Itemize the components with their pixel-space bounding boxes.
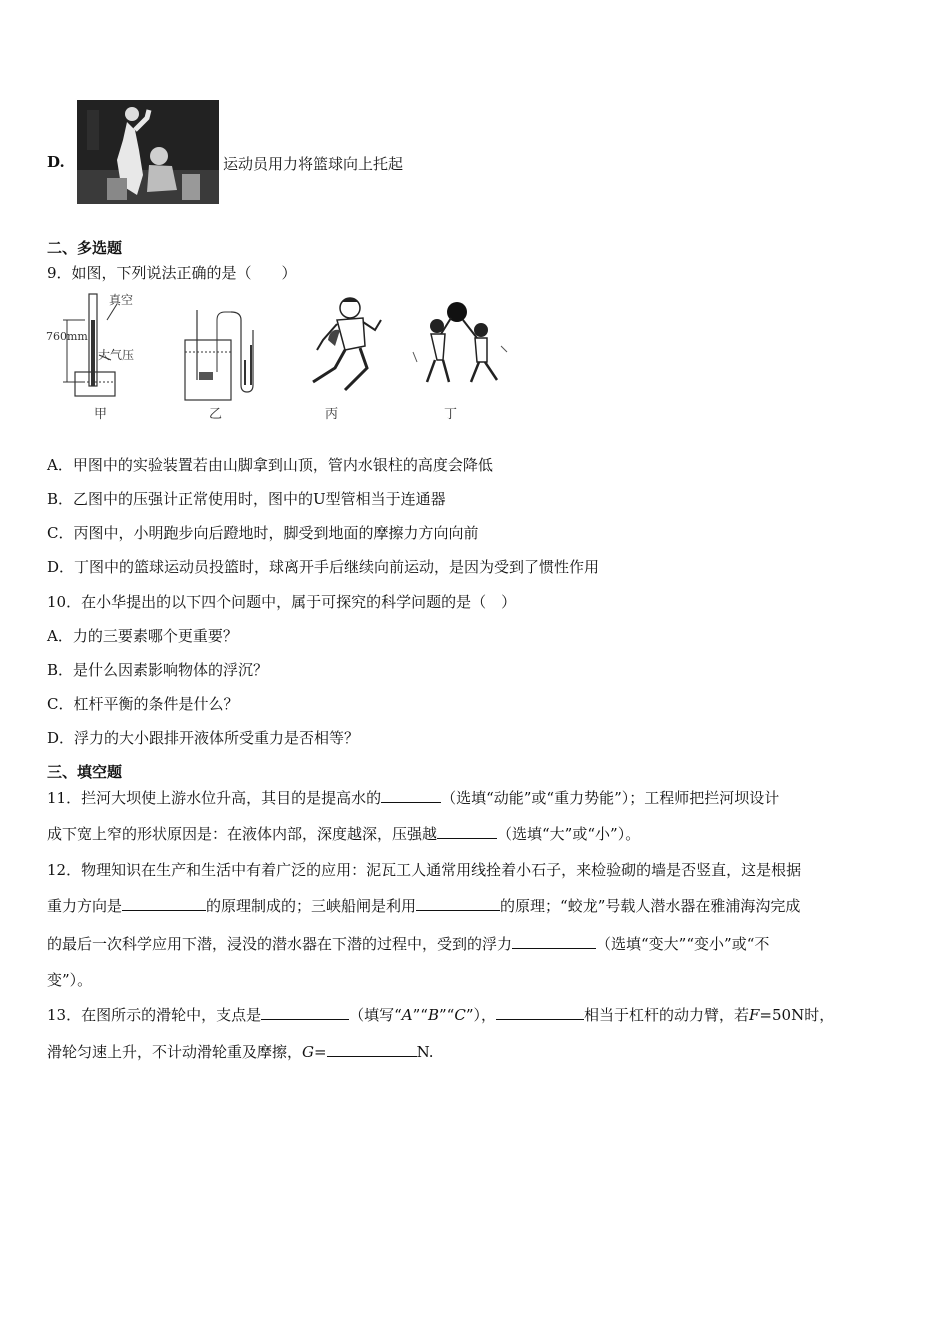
- q13-blank-3[interactable]: [327, 1044, 417, 1057]
- q12-line2-text-b: 的原理制成的；三峡船闸是利用: [206, 897, 417, 915]
- q9-label-yi: 乙: [209, 407, 223, 422]
- q13-line2: [47, 1041, 434, 1062]
- q10-option-a: A．力的三要素哪个更重要？: [47, 627, 238, 645]
- q9-label-jia: 甲: [94, 407, 108, 422]
- q13-var-f: F: [749, 1006, 760, 1024]
- q11-line2-text-b: （选填“大”或“小”）。: [497, 825, 641, 843]
- basketball-players-figure: [413, 302, 507, 382]
- q9-label-vacuum: 真空: [109, 293, 134, 307]
- q11-line2: [47, 823, 640, 844]
- q10-stem: 10．在小华提出的以下四个问题中，属于可探究的科学问题的是（ ）: [47, 593, 517, 611]
- q13-var-g: G: [302, 1043, 314, 1061]
- q11-line1: [47, 787, 779, 808]
- q9-stem: 9．如图，下列说法正确的是（ ）: [47, 264, 297, 282]
- q9-label-bing: 丙: [325, 407, 339, 422]
- q13-line1-text-d: 相当于杠杆的动力臂，若: [583, 1006, 749, 1024]
- q13-line2-text-a: 滑轮匀速上升，不计动滑轮重及摩擦，: [47, 1043, 303, 1061]
- section-title-fill-in: 三、填空题: [47, 763, 123, 781]
- q13-blank-2[interactable]: [496, 1007, 584, 1020]
- q12-line3: [47, 933, 769, 954]
- pressure-gauge-figure: [185, 310, 253, 400]
- torricelli-experiment-figure: [63, 294, 117, 396]
- q10-option-d: D．浮力的大小跟排开液体所受重力是否相等？: [47, 729, 360, 747]
- q13-var-c: C: [454, 1006, 466, 1024]
- q9-label-ding: 丁: [444, 407, 458, 422]
- q12-line2-text-c: 的原理；“蛟龙”号载人潜水器在雅浦海沟完成: [500, 897, 801, 915]
- q13-line1-text-b: （填写“: [349, 1006, 402, 1024]
- q12-line4: 变”）。: [47, 971, 93, 989]
- q12-line2-text-a: 重力方向是: [47, 897, 123, 915]
- q12-line1: 12．物理知识在生产和生活中有着广泛的应用：泥瓦工人通常用线拴着小石子，来检验砌的墙是否竖直，这是根据: [47, 861, 802, 879]
- q9-option-a: A．甲图中的实验装置若由山脚拿到山顶，管内水银柱的高度会降低: [47, 456, 493, 474]
- q13-line1-text-a: 13．在图所示的滑轮中，支点是: [47, 1006, 262, 1024]
- q9-label-760mm: 760mm: [46, 330, 88, 343]
- q12-blank-2[interactable]: [416, 898, 500, 911]
- q13-line1-text-c: ”），: [465, 1006, 496, 1024]
- q11-line1-text-b: （选填“动能”或“重力势能”）；工程师把拦河坝设计: [441, 789, 780, 807]
- q11-blank-1[interactable]: [381, 790, 441, 803]
- q13-line2-text-b: =: [314, 1043, 327, 1061]
- q11-line1-text-a: 11．拦河大坝使上游水位升高，其目的是提高水的: [47, 789, 382, 807]
- q8-option-d-text: 运动员用力将篮球向上托起: [223, 155, 404, 173]
- q11-line2-text-a: 成下宽上窄的形状原因是：在液体内部，深度越深，压强越: [47, 825, 438, 843]
- q13-line2-text-c: N.: [416, 1043, 434, 1061]
- q13-var-a: A: [401, 1006, 413, 1024]
- q13-blank-1[interactable]: [261, 1007, 349, 1020]
- q9-option-d: D．丁图中的篮球运动员投篮时，球离开手后继续向前运动，是因为受到了惯性作用: [47, 558, 600, 576]
- q13-line1: [47, 1004, 834, 1025]
- q10-option-c: C．杠杆平衡的条件是什么？: [47, 695, 239, 713]
- q11-blank-2[interactable]: [437, 826, 497, 839]
- q9-option-b: B．乙图中的压强计正常使用时，图中的U型管相当于连通器: [47, 490, 446, 508]
- q13-var-b: B: [427, 1006, 439, 1024]
- q10-option-b: B．是什么因素影响物体的浮沉？: [47, 661, 269, 679]
- q12-line3-text-b: （选填“变大”“变小”或“不: [596, 935, 770, 953]
- q9-label-atmosphere: 大气压: [98, 348, 135, 362]
- q12-blank-1[interactable]: [122, 898, 206, 911]
- q9-option-c: C．丙图中，小明跑步向后蹬地时，脚受到地面的摩擦力方向向前: [47, 524, 479, 542]
- q13-sep-1: ”“: [412, 1006, 428, 1024]
- q12-line3-text-a: 的最后一次科学应用下潜，浸没的潜水器在下潜的过程中，受到的浮力: [47, 935, 513, 953]
- q12-line2: [47, 895, 800, 916]
- q8-option-d-letter: D.: [47, 153, 65, 171]
- basketball-player-photo-icon: [77, 100, 219, 204]
- runner-figure: [313, 298, 381, 390]
- section-title-multiple-choice: 二、多选题: [47, 239, 123, 257]
- q13-line1-text-e: =50N时，: [759, 1006, 835, 1024]
- q13-sep-2: ”“: [438, 1006, 455, 1024]
- q12-blank-3[interactable]: [512, 936, 596, 949]
